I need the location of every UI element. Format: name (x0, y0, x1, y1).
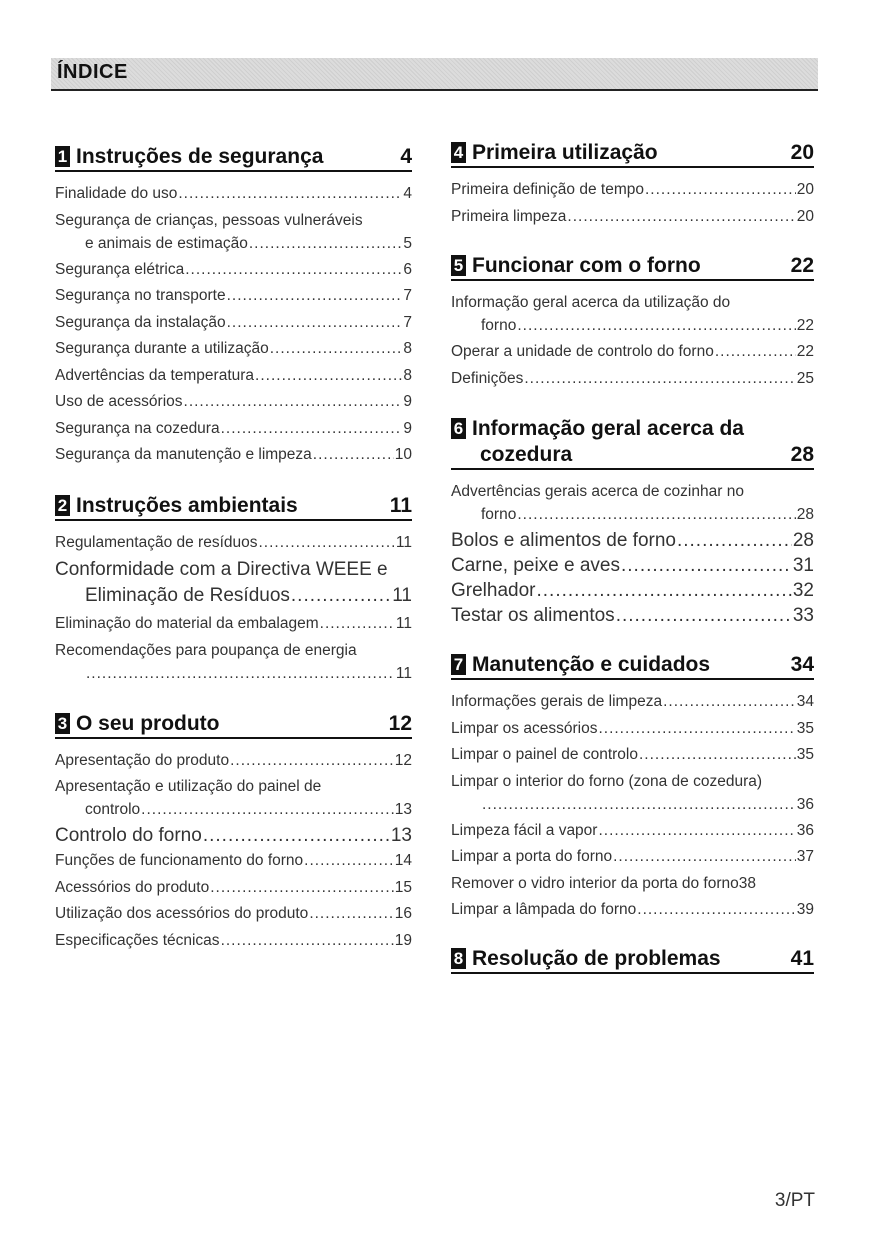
section-page: 4 (400, 145, 412, 168)
section-title: Primeira utilização (472, 141, 658, 164)
toc-entry[interactable]: Apresentação e utilização do painel de controlo ..... 13 (55, 774, 412, 823)
toc-entry[interactable]: Acessórios do produto ..... 15 (55, 875, 412, 902)
toc-entry[interactable]: Conformidade com a Directiva WEEE e Eliminação de Resíduos ..... 11 (55, 556, 412, 611)
section-number: 2 (55, 495, 70, 516)
toc-entry[interactable]: Carne, peixe e aves ..... 31 (451, 553, 814, 578)
toc-entry[interactable]: Controlo do forno ..... 13 (55, 823, 412, 848)
page-number: 3/PT (774, 1190, 815, 1211)
toc-entry[interactable]: Utilização dos acessórios do produto ..... 16 (55, 901, 412, 928)
toc-entry[interactable]: Segurança de crianças, pessoas vulneráveis e animais de estimação ..... 5 (55, 208, 412, 257)
section-heading[interactable] (55, 711, 412, 739)
section-8 (451, 946, 814, 974)
toc-entry[interactable]: Informação geral acerca da utilização do forno ..... 22 (451, 290, 814, 339)
toc-entry[interactable]: Advertências gerais acerca de cozinhar no forno ..... 28 (451, 479, 814, 528)
toc-entry[interactable]: Apresentação do produto ..... 12 (55, 748, 412, 775)
toc-entry[interactable]: Segurança da instalação ..... 7 (55, 310, 412, 337)
section-heading[interactable] (451, 416, 814, 470)
section-page: 11 (389, 493, 412, 517)
toc-entry[interactable]: Primeira definição de tempo ..... 20 (451, 177, 814, 204)
section-page: 12 (388, 711, 412, 735)
section-page: 28 (790, 443, 814, 466)
entry-list (451, 689, 814, 924)
section-number: 6 (451, 418, 466, 439)
toc-entry[interactable]: Segurança na cozedura ..... 9 (55, 416, 412, 443)
toc-entry[interactable]: Segurança elétrica ..... 6 (55, 257, 412, 284)
section-title: Resolução de problemas (472, 946, 721, 970)
entry-list (451, 479, 814, 628)
section-6 (451, 416, 814, 628)
section-title: Manutenção e cuidados (472, 653, 711, 676)
section-page: 41 (790, 946, 814, 970)
toc-entry[interactable]: Limpeza fácil a vapor ..... 36 (451, 818, 814, 845)
toc-right-column (451, 140, 814, 974)
section-3 (55, 711, 412, 955)
section-heading[interactable] (55, 144, 412, 172)
toc-entry[interactable]: Limpar a porta do forno ..... 37 (451, 844, 814, 871)
section-page: 22 (790, 254, 814, 277)
entry-list (55, 181, 412, 469)
entry-list (451, 290, 814, 392)
toc-entry[interactable]: Primeira limpeza ..... 20 (451, 204, 814, 231)
toc-entry[interactable]: Finalidade do uso ..... 4 (55, 181, 412, 208)
section-1 (55, 144, 412, 469)
section-page: 34 (790, 653, 814, 676)
toc-entry[interactable]: Funções de funcionamento do forno ..... 14 (55, 848, 412, 875)
toc-entry[interactable]: Limpar o interior do forno (zona de cozedura) ..... 36 (451, 769, 814, 818)
section-title: O seu produto (76, 711, 220, 735)
entry-list (55, 748, 412, 955)
section-number: 7 (451, 654, 466, 675)
toc-entry[interactable]: Advertências da temperatura ..... 8 (55, 363, 412, 390)
index-header-bar (51, 58, 818, 91)
toc-entry[interactable]: Informações gerais de limpeza ..... 34 (451, 689, 814, 716)
section-number: 1 (55, 146, 70, 167)
section-heading[interactable] (451, 140, 814, 168)
section-heading[interactable] (451, 946, 814, 974)
entry-list (451, 177, 814, 230)
toc-entry[interactable]: Recomendações para poupança de energia ..... 11 (55, 638, 412, 687)
toc-entry[interactable]: Eliminação do material da embalagem ..... 11 (55, 611, 412, 638)
section-title: Instruções ambientais (76, 493, 298, 517)
toc-entry[interactable]: Regulamentação de resíduos ..... 11 (55, 530, 412, 557)
section-title: Funcionar com o forno (472, 254, 701, 277)
section-number: 4 (451, 142, 466, 163)
index-title: ÍNDICE (57, 61, 128, 83)
toc-entry[interactable]: Limpar o painel de controlo ..... 35 (451, 742, 814, 769)
entry-list (55, 530, 412, 687)
section-4 (451, 140, 814, 230)
section-heading[interactable] (451, 652, 814, 680)
toc-entry[interactable]: Uso de acessórios ..... 9 (55, 389, 412, 416)
toc-entry[interactable]: Operar a unidade de controlo do forno ..... 22 (451, 339, 814, 366)
section-number: 8 (451, 948, 466, 969)
toc-entry[interactable]: Segurança durante a utilização ..... 8 (55, 336, 412, 363)
section-heading[interactable] (451, 253, 814, 281)
toc-entry[interactable]: Especificações técnicas ..... 19 (55, 928, 412, 955)
section-7 (451, 652, 814, 924)
section-heading[interactable] (55, 493, 412, 521)
toc-entry[interactable]: Definições ..... 25 (451, 366, 814, 393)
section-page: 20 (790, 141, 814, 164)
section-number: 3 (55, 713, 70, 734)
toc-entry[interactable]: Segurança no transporte ..... 7 (55, 283, 412, 310)
section-title-line2: cozedura (480, 443, 573, 466)
toc-entry[interactable]: Testar os alimentos ..... 33 (451, 603, 814, 628)
toc-entry[interactable]: Remover o vidro interior da porta do forno 38 (451, 874, 757, 892)
section-title: Informação geral acerca da (472, 417, 744, 440)
section-number: 5 (451, 255, 466, 276)
section-title: Instruções de segurança (76, 145, 324, 168)
toc-entry[interactable]: Bolos e alimentos de forno ..... 28 (451, 528, 814, 553)
toc-entry[interactable]: Limpar os acessórios ..... 35 (451, 716, 814, 743)
section-5 (451, 253, 814, 392)
toc-entry[interactable]: Grelhador ..... 32 (451, 578, 814, 603)
section-2 (55, 493, 412, 687)
toc-entry[interactable]: Limpar a lâmpada do forno ..... 39 (451, 897, 814, 924)
toc-entry[interactable]: Segurança da manutenção e limpeza ..... 10 (55, 442, 412, 469)
toc-left-column (55, 144, 412, 954)
